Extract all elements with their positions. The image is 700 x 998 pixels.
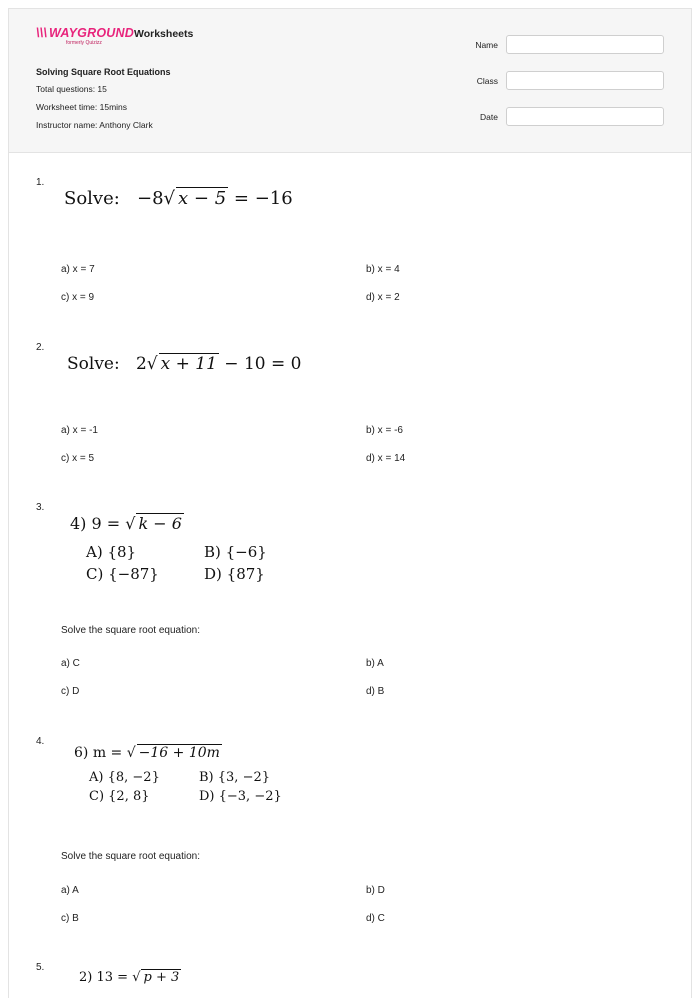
- question-5-equation: 2) 13 = √ p + 3: [79, 970, 180, 985]
- choice-a: A) {8, −2}: [89, 770, 160, 785]
- choice-d: D) {−3, −2}: [199, 789, 282, 804]
- option-a[interactable]: a) A: [61, 885, 79, 896]
- question-prompt: Solve the square root equation:: [61, 625, 200, 636]
- choice-b: B) {3, −2}: [199, 770, 270, 785]
- name-field[interactable]: [506, 35, 664, 54]
- option-c[interactable]: c) B: [61, 913, 79, 924]
- worksheet-header: [8, 8, 692, 153]
- brand-subtitle: formerly Quizizz: [66, 40, 102, 46]
- option-c[interactable]: c) x = 5: [61, 453, 95, 464]
- option-d[interactable]: d) x = 14: [366, 453, 406, 464]
- question-number: 3.: [36, 502, 45, 513]
- name-label: Name: [475, 40, 498, 50]
- choice-a: A) {8}: [86, 543, 137, 561]
- worksheet-time: Worksheet time: 15mins: [36, 102, 128, 112]
- question-prompt: Solve the square root equation:: [61, 851, 200, 862]
- brand-logo: \\\ WAYGROUND: [36, 26, 134, 40]
- option-b[interactable]: b) A: [366, 658, 384, 669]
- option-d[interactable]: d) B: [366, 686, 385, 697]
- class-label: Class: [476, 76, 498, 86]
- question-number: 5.: [36, 962, 45, 973]
- instructor-name: Instructor name: Anthony Clark: [36, 120, 153, 130]
- option-d[interactable]: d) x = 2: [366, 292, 400, 303]
- question-number: 1.: [36, 177, 45, 188]
- option-a[interactable]: a) x = 7: [61, 264, 95, 275]
- brand-title: Worksheets: [134, 28, 194, 40]
- question-1-equation: Solve: −8√ x − 5 = −16: [64, 188, 293, 209]
- option-b[interactable]: b) D: [366, 885, 385, 896]
- choice-c: C) {2, 8}: [89, 789, 150, 804]
- question-3-equation: 4) 9 = √ k − 6: [70, 514, 182, 533]
- choice-b: B) {−6}: [204, 543, 267, 561]
- question-number: 4.: [36, 736, 45, 747]
- worksheet-page: [8, 8, 692, 998]
- brand: [36, 26, 194, 46]
- worksheet-title: Solving Square Root Equations: [36, 67, 171, 77]
- option-b[interactable]: b) x = 4: [366, 264, 400, 275]
- question-2-equation: Solve: 2√ x + 11 − 10 = 0: [67, 354, 302, 374]
- option-d[interactable]: d) C: [366, 913, 385, 924]
- option-a[interactable]: a) x = -1: [61, 425, 98, 436]
- choice-d: D) {87}: [204, 565, 265, 583]
- class-field[interactable]: [506, 71, 664, 90]
- date-label: Date: [480, 112, 498, 122]
- question-number: 2.: [36, 342, 45, 353]
- option-b[interactable]: b) x = -6: [366, 425, 403, 436]
- option-c[interactable]: c) x = 9: [61, 292, 95, 303]
- date-field[interactable]: [506, 107, 664, 126]
- choice-c: C) {−87}: [86, 565, 159, 583]
- brand-logo-icon: \\\: [36, 26, 48, 40]
- total-questions: Total questions: 15: [36, 84, 107, 94]
- option-a[interactable]: a) C: [61, 658, 80, 669]
- option-c[interactable]: c) D: [61, 686, 80, 697]
- question-4-equation: 6) m = √ −16 + 10m: [74, 745, 220, 761]
